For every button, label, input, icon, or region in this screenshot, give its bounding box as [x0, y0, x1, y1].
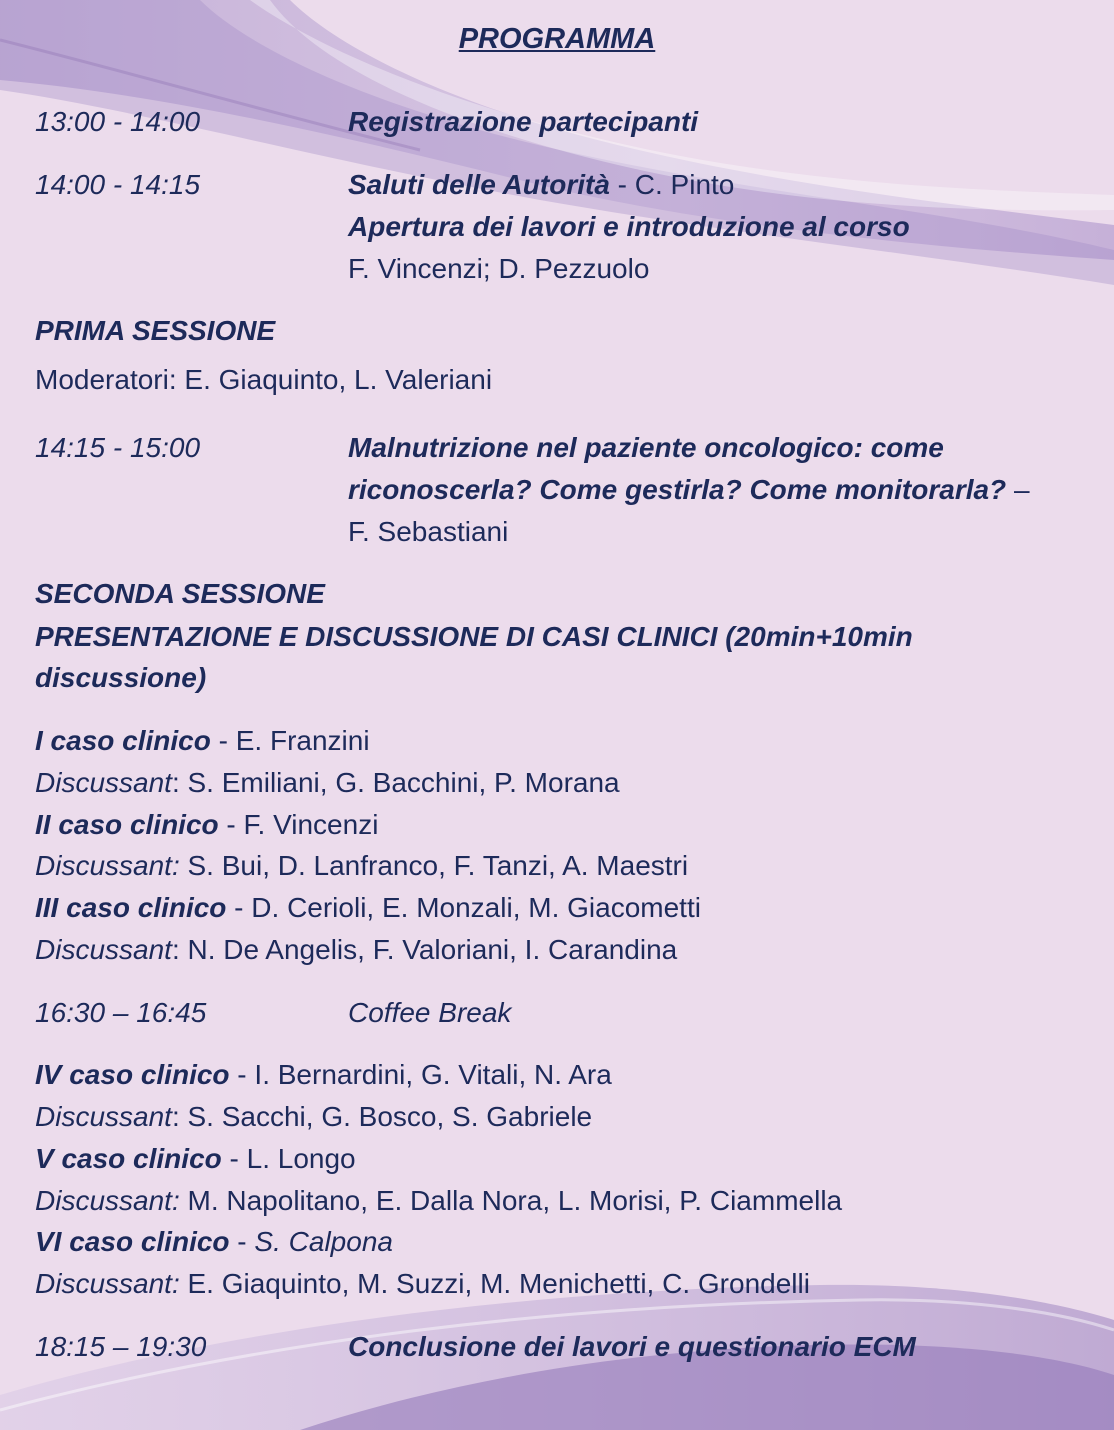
case-2-discussants — [35, 845, 688, 887]
case-presenter: - L. Longo — [221, 1143, 356, 1174]
registration-time: 13:00 - 14:00 — [35, 106, 201, 137]
talk-title-dash: – — [1006, 474, 1030, 505]
case-presenter: - D. Cerioli, E. Monzali, M. Giacometti — [226, 892, 701, 923]
opening-title: Apertura dei lavori e introduzione al corso — [348, 211, 910, 242]
case-6-discussants — [35, 1263, 810, 1305]
talk-title-line2-text: riconoscerla? Come gestirla? Come monitorarla? — [348, 474, 1007, 505]
case-6-line — [35, 1221, 393, 1263]
talk-time: 14:15 - 15:00 — [35, 432, 201, 463]
discussant-label: Discussant: — [35, 850, 180, 881]
talk-title-line1: Malnutrizione nel paziente oncologico: come — [348, 432, 944, 463]
discussant-names: M. Napolitano, E. Dalla Nora, L. Morisi, P. Ciammella — [179, 1185, 843, 1216]
case-5-discussants — [35, 1180, 842, 1222]
greetings-line — [348, 164, 734, 206]
case-presenter-dash: - — [229, 1226, 255, 1257]
session2-subheading-line1: PRESENTAZIONE E DISCUSSIONE DI CASI CLINICI (20min+10min — [35, 621, 913, 652]
case-3-discussants — [35, 929, 677, 971]
discussant-names: E. Giaquinto, M. Suzzi, M. Menichetti, C. Grondelli — [179, 1268, 810, 1299]
case-4-line — [35, 1054, 612, 1096]
case-1-discussants — [35, 762, 620, 804]
discussant-label: Discussant — [35, 1101, 172, 1132]
case-presenter: - E. Franzini — [210, 725, 370, 756]
case-presenter: - F. Vincenzi — [218, 809, 379, 840]
coffee-time: 16:30 – 16:45 — [35, 997, 207, 1028]
session2-heading: SECONDA SESSIONE — [35, 578, 325, 609]
discussant-label: Discussant: — [35, 1268, 180, 1299]
case-label: VI caso clinico — [35, 1226, 230, 1257]
case-label: V caso clinico — [35, 1143, 222, 1174]
session2-subheading-line2: discussione) — [35, 662, 207, 693]
talk-title-line2 — [348, 469, 1030, 511]
case-label: I caso clinico — [35, 725, 211, 756]
discussant-names: : S. Sacchi, G. Bosco, S. Gabriele — [171, 1101, 593, 1132]
discussant-names: S. Bui, D. Lanfranco, F. Tanzi, A. Maestri — [179, 850, 689, 881]
closing-title: Conclusione dei lavori e questionario ECM — [348, 1331, 916, 1362]
case-2-line — [35, 804, 378, 846]
case-label: IV caso clinico — [35, 1059, 230, 1090]
discussant-label: Discussant — [35, 767, 172, 798]
case-3-line — [35, 887, 701, 929]
case-label: III caso clinico — [35, 892, 227, 923]
opening-time: 14:00 - 14:15 — [35, 169, 201, 200]
closing-time: 18:15 – 19:30 — [35, 1331, 207, 1362]
case-presenter: S. Calpona — [254, 1226, 393, 1257]
greetings-title: Saluti delle Autorità — [348, 169, 610, 200]
case-4-discussants — [35, 1096, 592, 1138]
opening-speakers: F. Vincenzi; D. Pezzuolo — [348, 253, 650, 284]
discussant-label: Discussant — [35, 934, 172, 965]
session1-heading: PRIMA SESSIONE — [35, 315, 276, 346]
talk-speaker: F. Sebastiani — [348, 516, 509, 547]
registration-title: Registrazione partecipanti — [348, 106, 699, 137]
greetings-speaker: - C. Pinto — [609, 169, 735, 200]
case-1-line — [35, 720, 370, 762]
page-title: PROGRAMMA — [458, 23, 656, 55]
case-presenter: - I. Bernardini, G. Vitali, N. Ara — [229, 1059, 612, 1090]
coffee-label: Coffee Break — [348, 997, 512, 1028]
session1-moderators: Moderatori: E. Giaquinto, L. Valeriani — [35, 364, 493, 395]
discussant-names: : N. De Angelis, F. Valoriani, I. Carandina — [171, 934, 678, 965]
case-5-line — [35, 1138, 356, 1180]
discussant-label: Discussant: — [35, 1185, 180, 1216]
case-label: II caso clinico — [35, 809, 219, 840]
discussant-names: : S. Emiliani, G. Bacchini, P. Morana — [171, 767, 620, 798]
